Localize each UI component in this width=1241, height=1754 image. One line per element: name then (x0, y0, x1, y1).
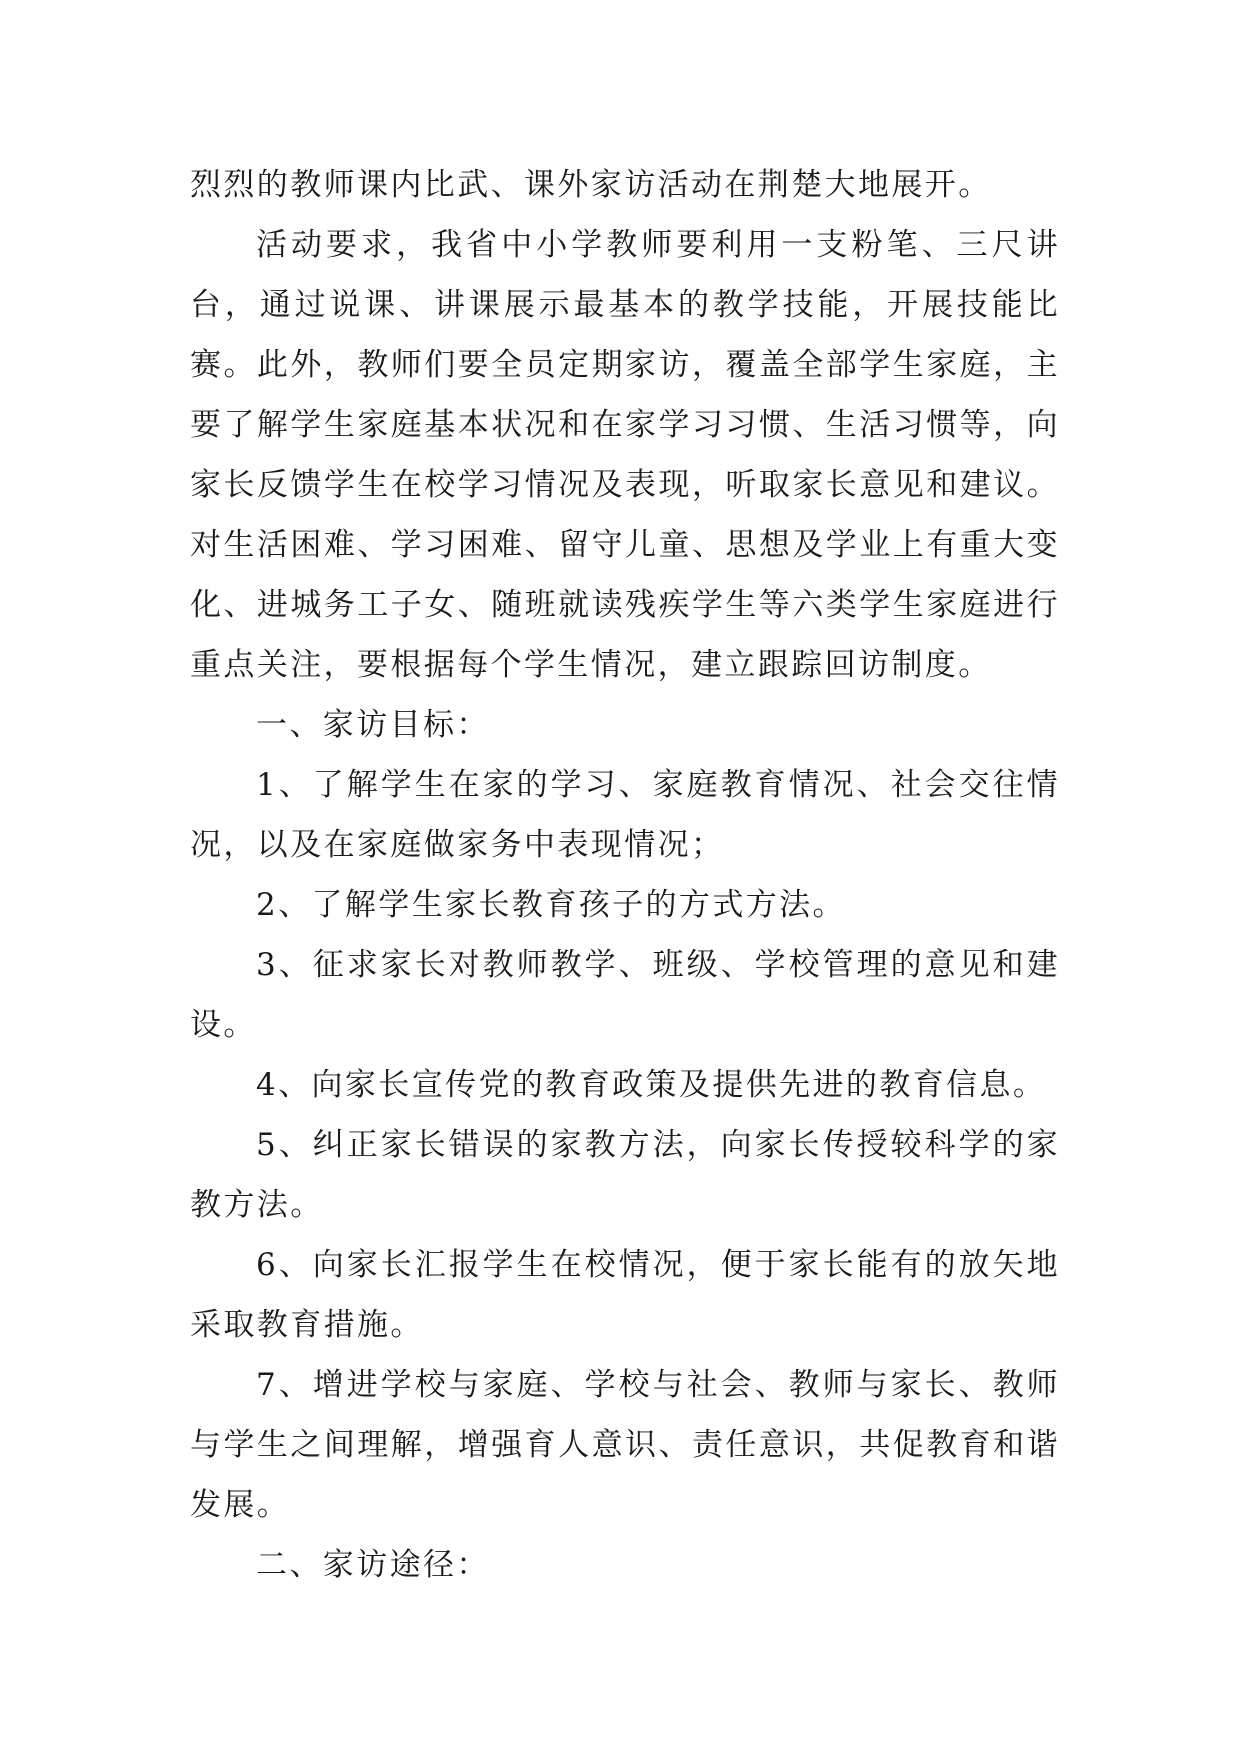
paragraph-continuation: 烈烈的教师课内比武、课外家访活动在荆楚大地展开。 (190, 167, 992, 203)
paragraph-activity-requirements: 活动要求，我省中小学教师要利用一支粉笔、三尺讲台，通过说课、讲课展示最基本的教学技能，开展技能比赛。此外，教师们要全员定期家访，覆盖全部学生家庭，主要了解学生家庭基本状况和在家学习习惯、生活习惯等，向家长反馈学生在校学习情况及表现，听取家长意见和建议。对生活困难、学习困难、留守儿童、思想及学业上有重大变化、进城务工子女、随班就读残疾学生等六类学生家庭进行重点关注，要根据每个学生情况，建立跟踪回访制度。 (190, 227, 1060, 683)
list-item-goal-6: 6、向家长汇报学生在校情况，便于家长能有的放矢地采取教育措施。 (190, 1247, 1060, 1343)
document-page (190, 155, 1060, 1595)
list-item-goal-1: 1、了解学生在家的学习、家庭教育情况、社会交往情况，以及在家庭做家务中表现情况； (190, 767, 1060, 863)
section-heading-channels: 二、家访途径： (256, 1547, 490, 1583)
list-item-goal-4: 4、向家长宣传党的教育政策及提供先进的教育信息。 (256, 1067, 1047, 1103)
list-item-goal-7: 7、增进学校与家庭、学校与社会、教师与家长、教师与学生之间理解，增强育人意识、责任意识，共促教育和谐发展。 (190, 1367, 1060, 1523)
list-item-goal-3: 3、征求家长对教师教学、班级、学校管理的意见和建设。 (190, 947, 1060, 1043)
section-heading-goals: 一、家访目标： (256, 707, 490, 743)
list-item-goal-2: 2、了解学生家长教育孩子的方式方法。 (256, 887, 846, 923)
list-item-goal-5: 5、纠正家长错误的家教方法，向家长传授较科学的家教方法。 (190, 1127, 1060, 1223)
